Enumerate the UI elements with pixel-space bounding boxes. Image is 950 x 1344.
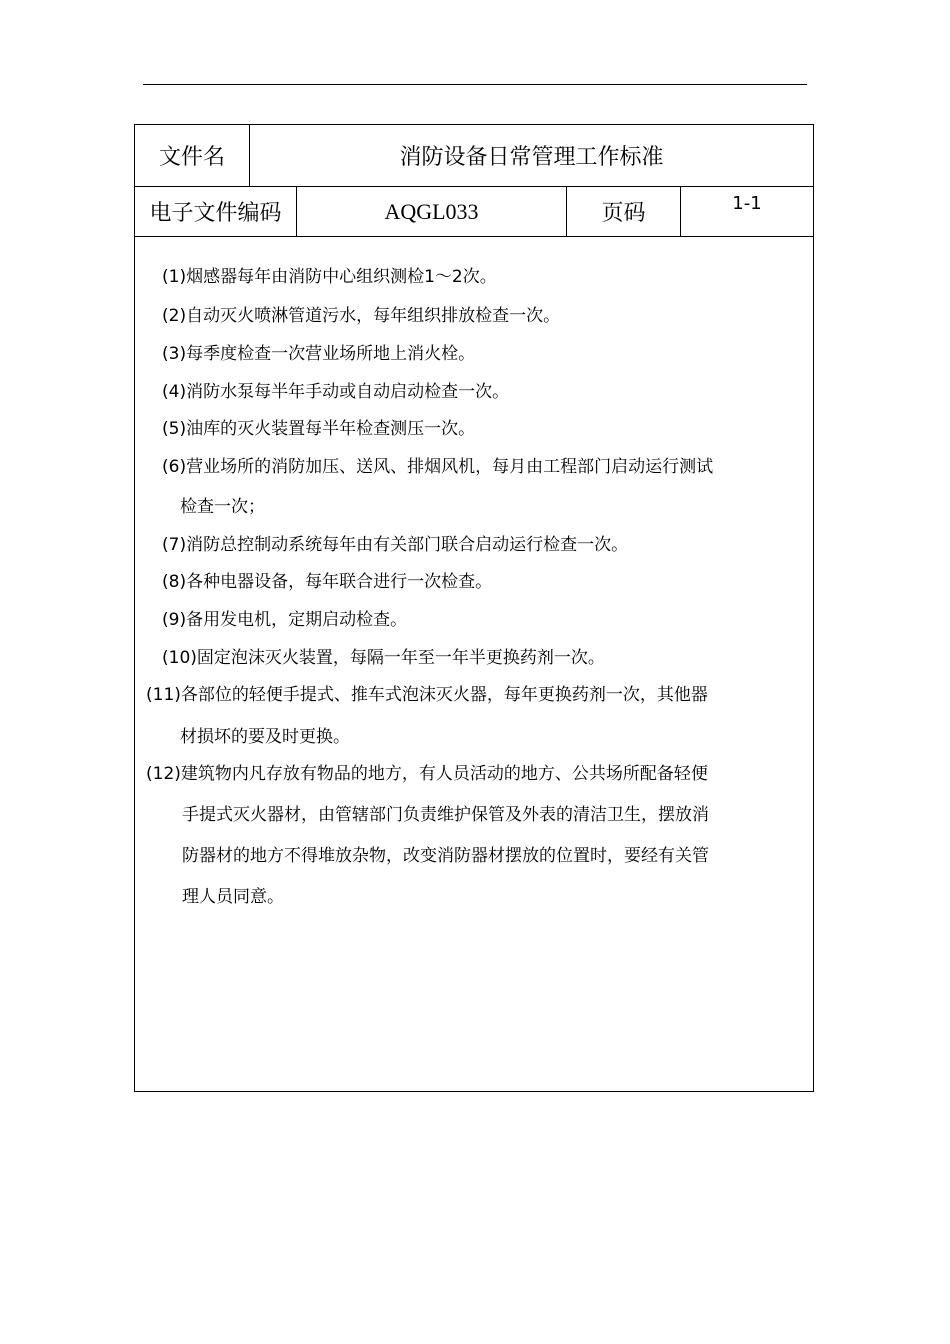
body-line: (2)自动灭火喷淋管道污水，每年组织排放检查一次。 (162, 306, 561, 326)
body-line: (4)消防水泵每半年手动或自动启动检查一次。 (162, 382, 510, 402)
body-line: (10)固定泡沫灭火装置，每隔一年至一年半更换药剂一次。 (162, 648, 605, 668)
body-line: 理人员同意。 (182, 887, 284, 907)
body-line: (3)每季度检查一次营业场所地上消火栓。 (162, 344, 476, 364)
body-line: (6)营业场所的消防加压、送风、排烟风机，每月由工程部门启动运行测试 (162, 457, 714, 477)
body-line: (11)各部位的轻便手提式、推车式泡沫灭火器，每年更换药剂一次，其他器 (146, 685, 708, 705)
page-number: 1-1 (732, 193, 762, 214)
body-line: 手提式灭火器材，由管辖部门负责维护保管及外表的清洁卫生，摆放消 (182, 805, 709, 825)
body-line: (9)备用发电机，定期启动检查。 (162, 610, 408, 630)
body-line: (1)烟感器每年由消防中心组织测检1～2次。 (162, 267, 497, 287)
body-line: (12)建筑物内凡存放有物品的地方，有人员活动的地方、公共场所配备轻便 (146, 764, 708, 784)
body-line: (8)各种电器设备，每年联合进行一次检查。 (162, 572, 493, 592)
header-rule (143, 84, 807, 85)
body-line: (5)油库的灭火装置每半年检查测压一次。 (162, 419, 476, 439)
code-row (135, 187, 813, 237)
document-table (134, 124, 814, 1092)
page-label: 页码 (567, 187, 681, 236)
body-line: 防器材的地方不得堆放杂物，改变消防器材摆放的位置时，要经有关管 (182, 846, 709, 866)
body-line: 检查一次； (180, 497, 265, 517)
file-code-label: 电子文件编码 (135, 187, 297, 236)
document-title: 消防设备日常管理工作标准 (399, 145, 664, 170)
body-line: 材损坏的要及时更换。 (180, 727, 350, 747)
file-name-row (135, 125, 813, 187)
document-body (135, 237, 813, 1091)
file-code-value: AQGL033 (297, 187, 567, 236)
file-name-label: 文件名 (135, 125, 250, 186)
body-line: (7)消防总控制动系统每年由有关部门联合启动运行检查一次。 (162, 535, 629, 555)
